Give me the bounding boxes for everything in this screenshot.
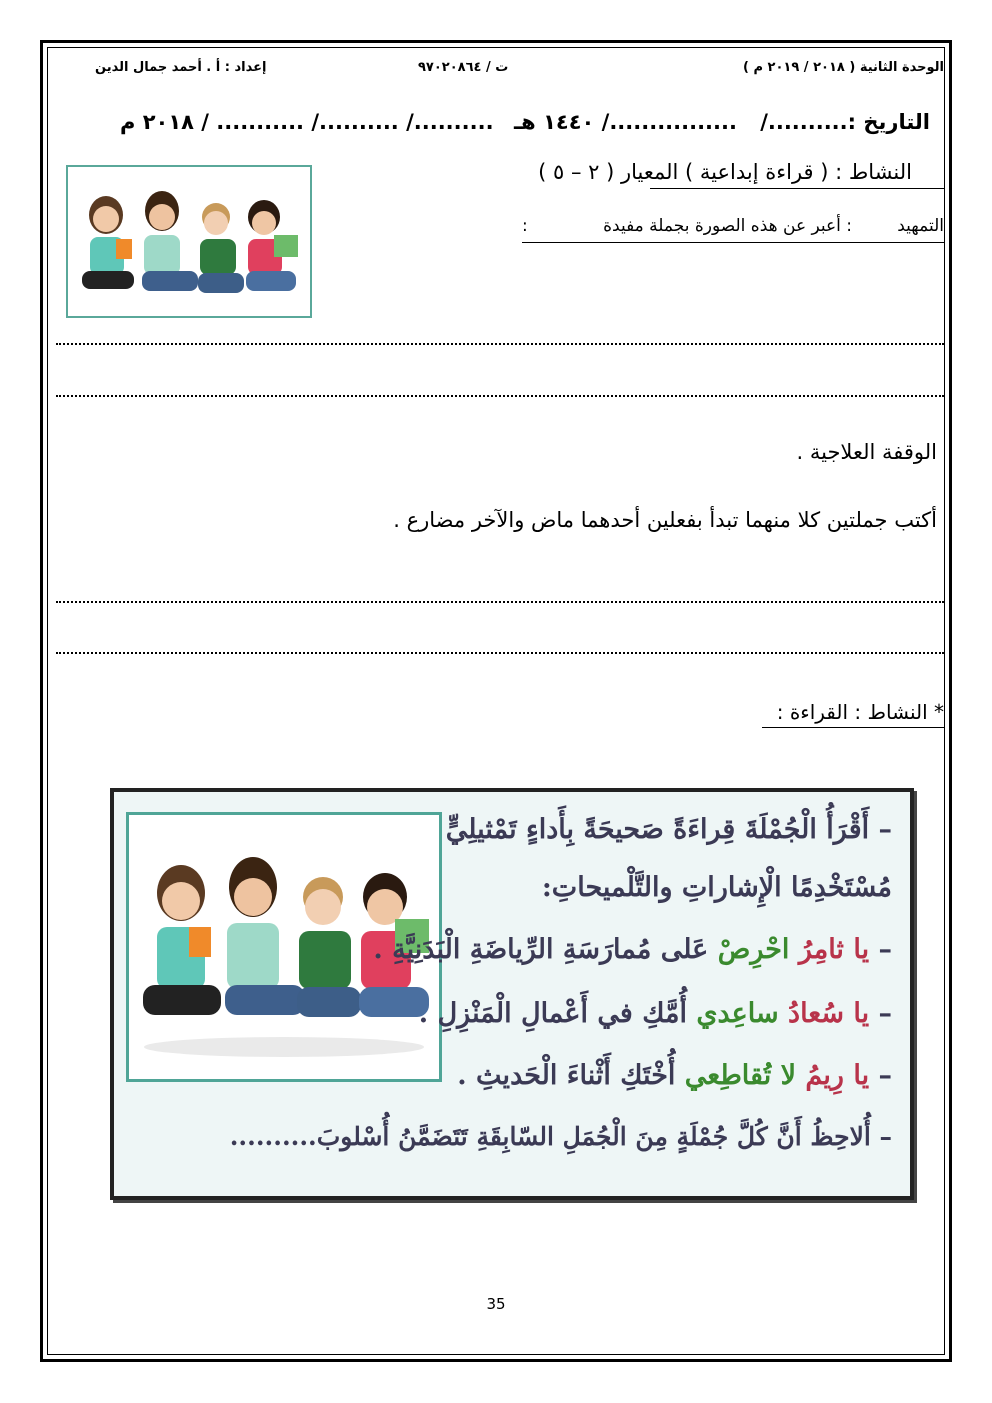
intro-underline: [522, 242, 944, 243]
textbook-excerpt: [110, 788, 914, 1200]
book-dash: –: [869, 1060, 892, 1091]
book-sentence-3: [457, 1060, 892, 1091]
vocative-1: يا ثامِرُ: [789, 934, 870, 965]
activity-underline: [650, 188, 944, 189]
book-sentence-2: [419, 998, 892, 1029]
answer-line-3[interactable]: [56, 601, 944, 603]
verb-3: لا تُقاطِعي: [675, 1060, 797, 1091]
date-gregorian: ........../ ........../ ........... / ٢٠١٨ م: [120, 110, 494, 134]
answer-line-1[interactable]: [56, 343, 944, 345]
sentence-2-rest: أُمَّكِ في أَعْمالِ الْمَنْزِلِ .: [418, 998, 687, 1029]
intro-text: : أعبر عن هذه الصورة بجملة مفيدة: [603, 216, 852, 236]
book-dash: –: [869, 998, 892, 1029]
date-hijri: ................/ ١٤٤٠ هـ: [514, 110, 737, 134]
verb-1: احْرِصْ: [708, 934, 790, 965]
reading-heading: * النشاط : القراءة :: [776, 700, 944, 724]
answer-line-4[interactable]: [56, 652, 944, 654]
book-line-last: – أُلاحِظُ أَنَّ كُلَّ جُمْلَةٍ مِنَ الْجُمَلِ السّابِقَةِ تَتَضَمَّنُ أُسْلوبَ..........: [229, 1122, 892, 1151]
book-line-1: – أَقْرَأُ الْجُمْلَةَ قِراءَةً صَحيحَةً بِأَداءٍ تَمْثيلِيٍّ: [445, 814, 892, 845]
sentence-1-rest: عَلى مُمارَسَةِ الرِّياضَةِ الْبَدَنِيَّةِ .: [373, 934, 709, 965]
sentence-3-rest: أُخْتَكِ أَثْناءَ الْحَديثِ .: [457, 1060, 676, 1091]
intro-colon: :: [522, 216, 528, 236]
intro-label: التمهيد: [897, 216, 944, 236]
therapy-instruction: أكتب جملتين كلا منهما تبدأ بفعلين أحدهما ماض والآخر مضارع .: [393, 508, 937, 532]
book-line-2: مُسْتَخْدِمًا الْإِشاراتِ والتَّلْميحاتِ:: [541, 872, 892, 903]
vocative-3: يا رِيمُ: [796, 1060, 870, 1091]
phone-header: ت / ٩٧٠٢٠٨٦٤: [418, 60, 509, 75]
date-label: التاريخ :........../: [760, 110, 930, 134]
activity-title: النشاط : ( قراءة إبداعية ) المعيار ( ٢ – ٥ ): [538, 160, 912, 184]
author-header: إعداد : أ . أحمد جمال الدين: [95, 60, 267, 75]
vocative-2: يا سُعادُ: [778, 998, 870, 1029]
verb-2: ساعِدي: [686, 998, 779, 1029]
book-dash: –: [869, 934, 892, 965]
answer-line-2[interactable]: [56, 395, 944, 397]
book-sentence-1: [373, 934, 892, 965]
children-reading-photo-small: [66, 165, 312, 318]
unit-header: الوحدة الثانية ( ٢٠١٨ / ٢٠١٩ م ): [742, 60, 944, 75]
reading-underline: [762, 727, 944, 728]
therapy-heading: الوقفة العلاجية .: [796, 440, 937, 464]
page-number: 35: [486, 1295, 506, 1313]
